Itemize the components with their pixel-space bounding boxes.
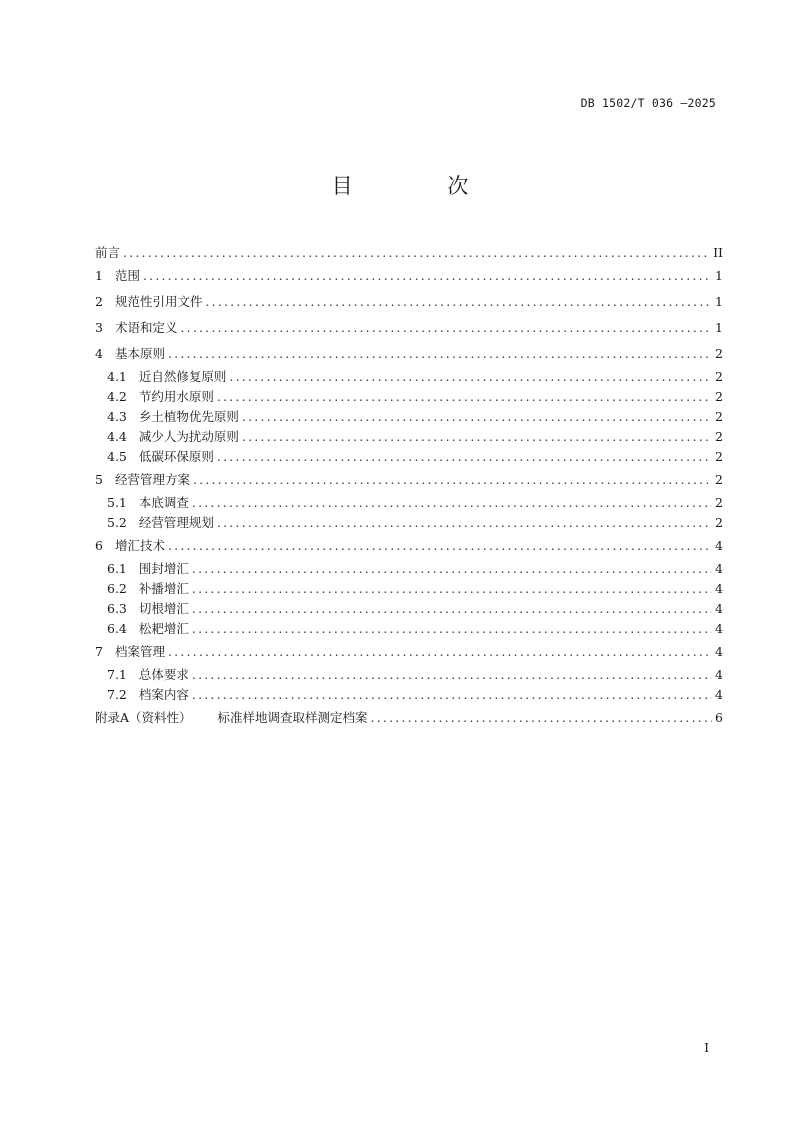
- toc-entry-page: 4: [715, 667, 723, 682]
- toc-dot-leader: [192, 685, 712, 705]
- toc-subentry[interactable]: [95, 387, 723, 407]
- toc-entry-page: 4: [715, 687, 723, 702]
- toc-entry-page: 2: [715, 495, 723, 510]
- toc-entry-number: 6.2: [107, 581, 127, 596]
- toc-entry-label: 减少人为扰动原则: [138, 429, 239, 444]
- toc-subentry[interactable]: [95, 619, 723, 639]
- toc-dot-leader: [168, 341, 712, 367]
- toc-dot-leader: [192, 579, 712, 599]
- toc-entry-label: 经营管理方案: [114, 472, 190, 487]
- toc-entry[interactable]: [95, 705, 723, 731]
- toc-dot-leader: [143, 263, 712, 289]
- toc-dot-leader: [205, 289, 712, 315]
- toc-entry-page: 4: [715, 561, 723, 576]
- toc-dot-leader: [192, 599, 712, 619]
- toc-dot-leader: [242, 407, 712, 427]
- toc-entry-number: 7: [95, 644, 103, 659]
- toc-entry[interactable]: [95, 533, 723, 559]
- toc-entry[interactable]: [95, 315, 723, 341]
- toc-entry-page: 6: [715, 710, 723, 725]
- toc-entry-label: 档案内容: [138, 687, 189, 702]
- toc-entry-number: 2: [95, 294, 103, 309]
- toc-entry-label: 附录A（资料性） 标准样地调查取样测定档案: [95, 710, 368, 725]
- toc-entry-page: 1: [715, 294, 723, 309]
- toc-dot-leader: [192, 559, 712, 579]
- toc-dot-leader: [168, 639, 712, 665]
- toc-dot-leader: [123, 243, 710, 263]
- toc-entry-label: 乡土植物优先原则: [138, 409, 239, 424]
- toc-entry-label: 切根增汇: [138, 601, 189, 616]
- toc-subentry[interactable]: [95, 559, 723, 579]
- toc-entry-label: 档案管理: [114, 644, 165, 659]
- toc-entry-label: 补播增汇: [138, 581, 189, 596]
- toc-entry-page: 2: [715, 515, 723, 530]
- toc-entry-label: 低碳环保原则: [138, 449, 214, 464]
- toc-dot-leader: [192, 619, 712, 639]
- toc: [95, 243, 723, 731]
- toc-entry-number: 1: [95, 268, 103, 283]
- toc-subentry[interactable]: [95, 579, 723, 599]
- toc-entry-label: 术语和定义: [114, 320, 178, 335]
- toc-dot-leader: [242, 427, 712, 447]
- toc-entry-page: 4: [715, 621, 723, 636]
- toc-entry-label: 经营管理规划: [138, 515, 214, 530]
- toc-entry-number: 3: [95, 320, 103, 335]
- toc-entry-page: 2: [715, 409, 723, 424]
- toc-subentry[interactable]: [95, 513, 723, 533]
- toc-entry[interactable]: [95, 467, 723, 493]
- toc-entry[interactable]: [95, 243, 723, 263]
- toc-entry-page: 2: [715, 449, 723, 464]
- toc-entry-page: 1: [715, 268, 723, 283]
- toc-entry[interactable]: [95, 289, 723, 315]
- toc-subentry[interactable]: [95, 599, 723, 619]
- toc-entry-label: 近自然修复原则: [138, 369, 227, 384]
- toc-entry-label: 本底调查: [138, 495, 189, 510]
- toc-entry-number: 7.2: [107, 687, 127, 702]
- toc-subentry[interactable]: [95, 407, 723, 427]
- toc-entry[interactable]: [95, 639, 723, 665]
- toc-subentry[interactable]: [95, 493, 723, 513]
- toc-entry-number: 6.4: [107, 621, 127, 636]
- toc-entry-label: 节约用水原则: [138, 389, 214, 404]
- toc-entry-number: 6.3: [107, 601, 127, 616]
- toc-entry-number: 4.2: [107, 389, 127, 404]
- toc-entry-number: 4.3: [107, 409, 127, 424]
- toc-entry-page: 2: [715, 369, 723, 384]
- toc-entry-label: 基本原则: [114, 346, 165, 361]
- toc-entry-label: 增汇技术: [114, 538, 165, 553]
- toc-entry-number: 4.1: [107, 369, 127, 384]
- toc-dot-leader: [229, 367, 712, 387]
- toc-dot-leader: [192, 493, 712, 513]
- toc-dot-leader: [192, 665, 712, 685]
- toc-subentry[interactable]: [95, 665, 723, 685]
- toc-dot-leader: [180, 315, 712, 341]
- toc-entry-label: 总体要求: [138, 667, 189, 682]
- toc-subentry[interactable]: [95, 447, 723, 467]
- toc-dot-leader: [217, 513, 712, 533]
- page-title: 目 次: [331, 174, 513, 198]
- toc-subentry[interactable]: [95, 427, 723, 447]
- toc-entry-page: 2: [715, 472, 723, 487]
- toc-dot-leader: [217, 387, 712, 407]
- toc-entry[interactable]: [95, 263, 723, 289]
- toc-subentry[interactable]: [95, 685, 723, 705]
- toc-dot-leader: [371, 705, 712, 731]
- toc-entry-label: 松耙增汇: [138, 621, 189, 636]
- toc-entry-number: 6.1: [107, 561, 127, 576]
- toc-entry-number: 4: [95, 346, 103, 361]
- toc-entry-page: 2: [715, 429, 723, 444]
- toc-entry-page: 1: [715, 320, 723, 335]
- page-number: I: [704, 1041, 709, 1055]
- doc-code: DB 1502/T 036 —2025: [580, 96, 716, 110]
- toc-entry-page: 2: [715, 389, 723, 404]
- toc-entry-label: 前言: [95, 245, 121, 260]
- toc-entry-page: 4: [715, 601, 723, 616]
- toc-entry-number: 4.5: [107, 449, 127, 464]
- toc-subentry[interactable]: [95, 367, 723, 387]
- toc-entry-number: 7.1: [107, 667, 127, 682]
- toc-dot-leader: [168, 533, 712, 559]
- toc-entry-label: 范围: [114, 268, 140, 283]
- toc-entry-page: 2: [715, 346, 723, 361]
- toc-entry[interactable]: [95, 341, 723, 367]
- toc-entry-label: 围封增汇: [138, 561, 189, 576]
- toc-entry-page: 4: [715, 644, 723, 659]
- toc-entry-number: 6: [95, 538, 103, 553]
- toc-entry-page: 4: [715, 538, 723, 553]
- toc-entry-page: II: [713, 245, 723, 260]
- toc-entry-number: 5: [95, 472, 103, 487]
- toc-entry-number: 5.1: [107, 495, 127, 510]
- toc-entry-label: 规范性引用文件: [114, 294, 203, 309]
- toc-dot-leader: [193, 467, 712, 493]
- toc-entry-number: 5.2: [107, 515, 127, 530]
- toc-entry-number: 4.4: [107, 429, 127, 444]
- toc-dot-leader: [217, 447, 712, 467]
- toc-entry-page: 4: [715, 581, 723, 596]
